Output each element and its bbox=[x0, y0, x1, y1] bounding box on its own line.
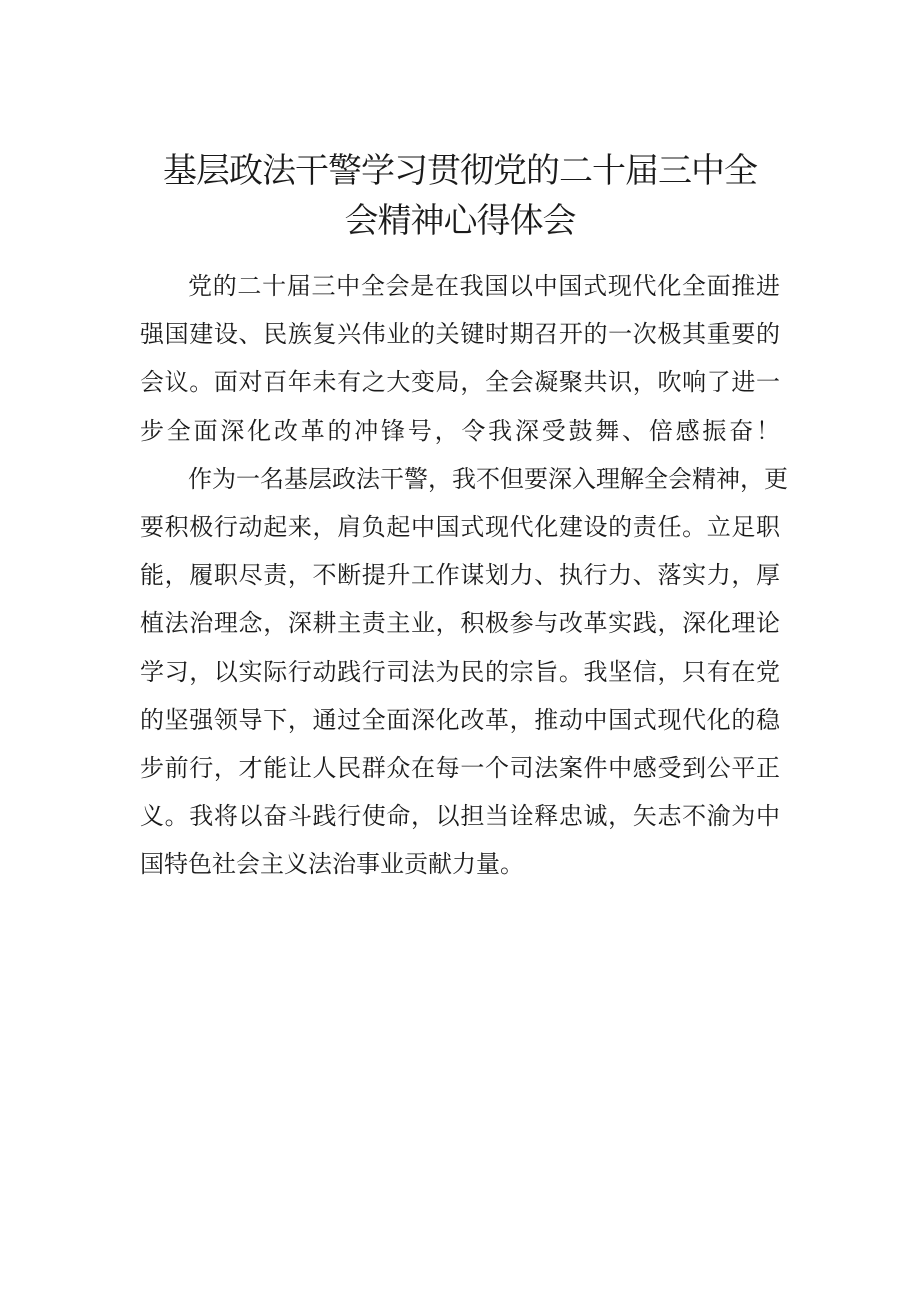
paragraph-line: 能，履职尽责，不断提升工作谋划力、执行力、落实力，厚 bbox=[140, 561, 780, 590]
paragraph-line: 会议。面对百年未有之大变局，全会凝聚共识，吹响了进一 bbox=[140, 368, 780, 397]
paragraph-line: 国特色社会主义法治事业贡献力量。 bbox=[140, 850, 524, 879]
title-line-1: 基层政法干警学习贯彻党的二十届三中全 bbox=[163, 151, 757, 191]
document-title bbox=[140, 146, 780, 246]
paragraph-1 bbox=[140, 262, 780, 455]
title-line-2: 会精神心得体会 bbox=[344, 201, 576, 241]
paragraph-line: 要积极行动起来，肩负起中国式现代化建设的责任。立足职 bbox=[140, 512, 780, 541]
paragraph-line: 强国建设、民族复兴伟业的关键时期召开的一次极其重要的 bbox=[140, 320, 780, 349]
paragraph-2 bbox=[140, 455, 788, 889]
paragraph-line: 步全面深化改革的冲锋号，令我深受鼓舞、倍感振奋！ bbox=[140, 416, 780, 445]
paragraph-line: 植法治理念，深耕主责主业，积极参与改革实践，深化理论 bbox=[140, 609, 780, 638]
paragraph-line: 党的二十届三中全会是在我国以中国式现代化全面推进 bbox=[188, 272, 780, 300]
paragraph-line: 学习，以实际行动践行司法为民的宗旨。我坚信，只有在党 bbox=[140, 657, 780, 686]
paragraph-line: 步前行，才能让人民群众在每一个司法案件中感受到公平正 bbox=[140, 753, 780, 782]
paragraph-line: 作为一名基层政法干警，我不但要深入理解全会精神，更 bbox=[188, 464, 788, 493]
document-body bbox=[140, 262, 788, 888]
paragraph-line: 的坚强领导下，通过全面深化改革，推动中国式现代化的稳 bbox=[140, 705, 780, 734]
paragraph-line: 义。我将以奋斗践行使命，以担当诠释忠诚，矢志不渝为中 bbox=[140, 802, 780, 831]
